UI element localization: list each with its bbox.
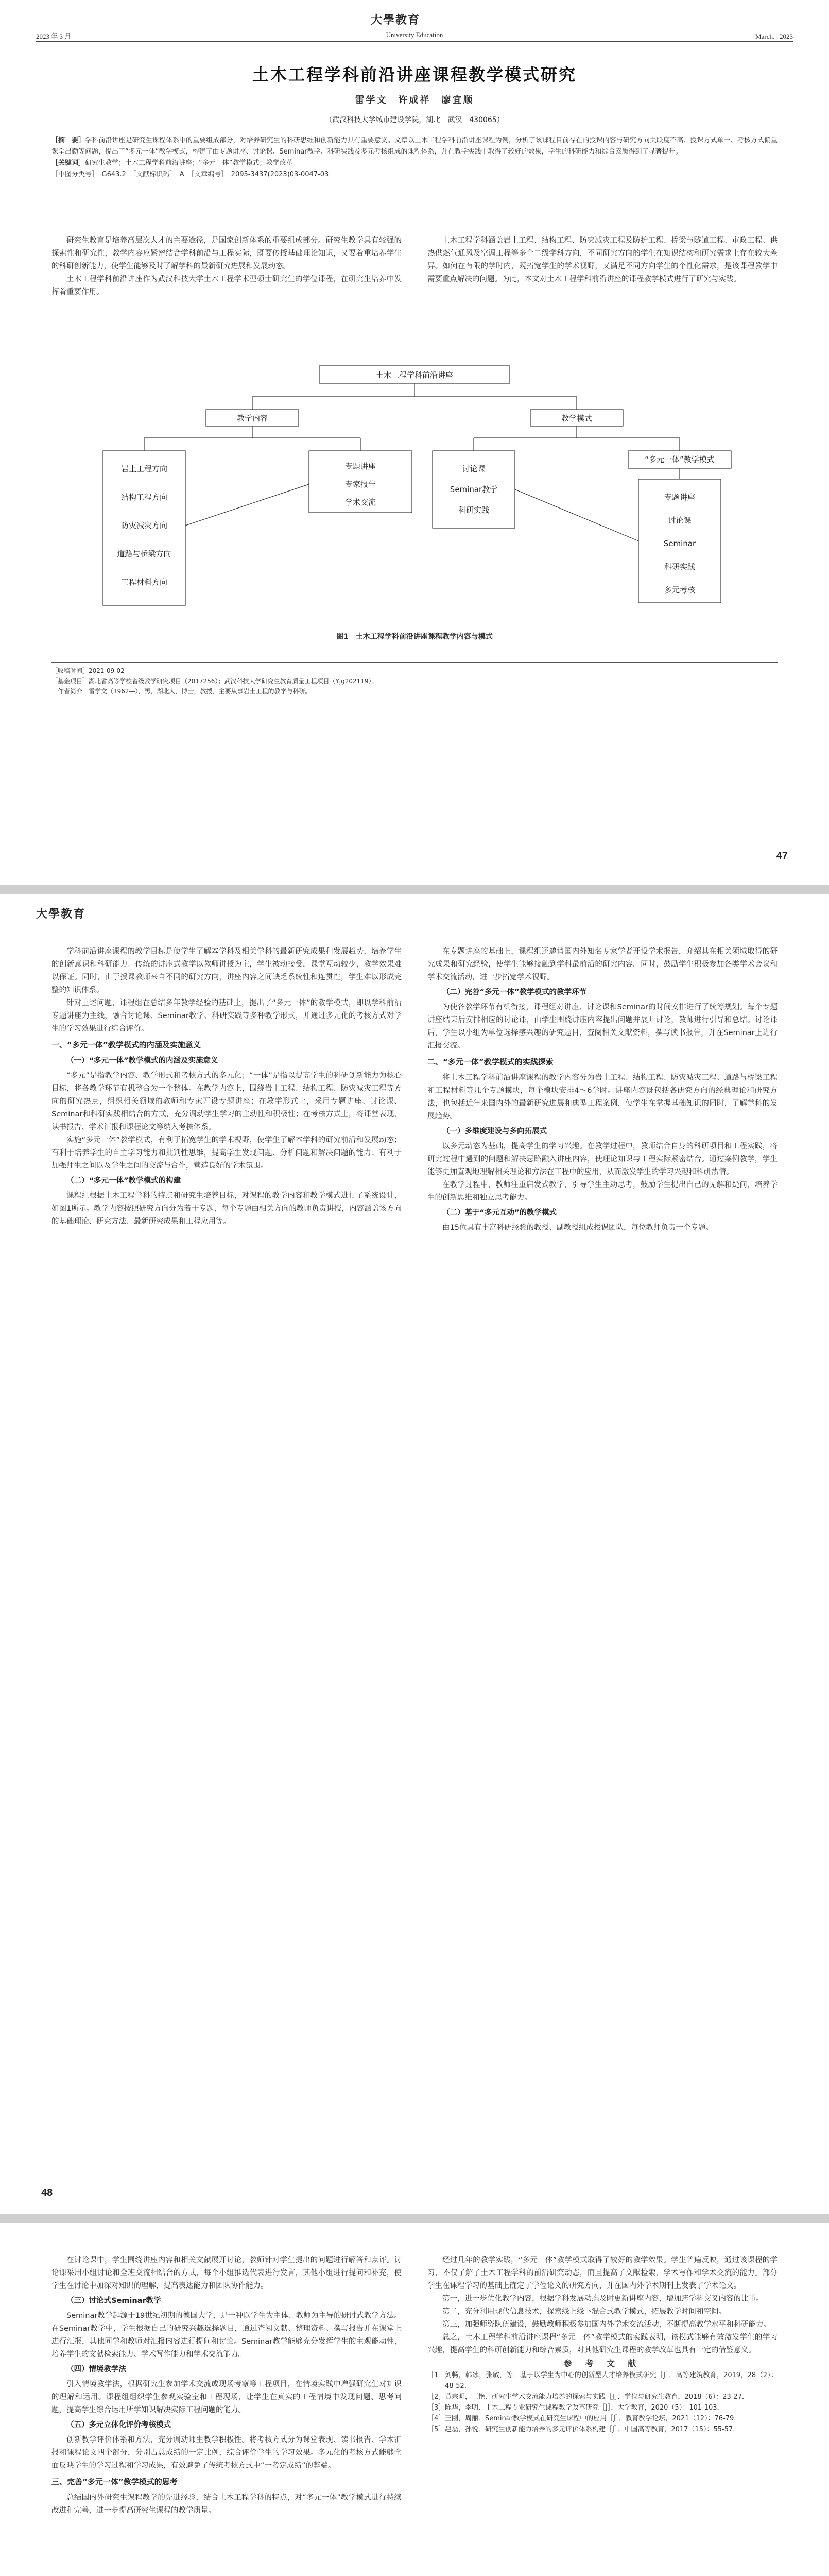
abstract-body: 学科前沿讲座是研究生课程体系中的重要组成部分，对培养研究生的科研思维和创新能力具有重要意义。文章以土木工程学科前沿讲座课程为例，分析了该课程目前存在的授课内容与研究方向关联度不高、授课方式单一、考核方式偏重课堂出勤等问题，提出了“多元一体”教学模式，构建了由专题讲座、讨论课、Seminar教学、科研实践及多元考核组成的课程体系，并在教学实践中取得了较好的效果，学生的科研能力和综合素质得到了显著提升。 (51, 137, 778, 156)
diagram-mode-item: 多元考核 (664, 585, 696, 595)
paragraph: “多元”是指教学内容、教学形式和考核方式的多元化；“一体”是指以提高学生的科研创新能力为核心目标，将各教学环节有机整合为一个整体。在教学内容上，围绕岩土工程、结构工程、防灾减灾工程等方向的研究热点，组织相关领域的教师和专家开设专题讲座；在教学形式上，采用专题讲座、讨论课、Seminar和科研实践相结合的方式，充分调动学生学习的主动性和积极性；在考核方式上，将课堂表现、读书报告、学术汇报和课程论文等纳入考核体系。 (51, 1072, 402, 1131)
abstract-text (51, 135, 778, 158)
paragraph: 第一，进一步优化教学内容，根据学科发展动态及时更新讲座内容，增加跨学科交叉内容的比重。 (442, 2295, 764, 2303)
reference-item (427, 2424, 778, 2435)
diagram-mode-item: 讨论课 (668, 516, 692, 525)
section-heading: 三、完善“多元一体”教学模式的思考 (51, 2477, 178, 2486)
subsection-heading: （五）多元立体化评价考核模式 (66, 2421, 171, 2429)
reference-number: ［2］ (427, 2393, 445, 2401)
page-number: 47 (776, 850, 788, 861)
footnote-funding: ［基金项目］湖北省高等学校省级教学研究项目（2017256）；武汉科技大学研究生教育质量工程项目（Yjg202119）。 (51, 677, 378, 685)
diagram-mode-title: “多元一体”教学模式 (645, 455, 715, 464)
diagram-mode-item: 专题讲座 (664, 493, 696, 502)
figure-1-diagram (82, 361, 747, 618)
header-date: 2023 年 3 月 (36, 32, 72, 40)
paragraph: 课程组根据土木工程学科的特点和研究生培养目标，对课程的教学内容和教学模式进行了系统设计，如图1所示。教学内容按照研究方向分为若干专题，每个专题由相关方向的教师负责讲授，内容涵盖该方向的基础理论、研究方法、最新研究成果和工程应用等。 (51, 1192, 402, 1226)
diagram-activity: 科研实践 (458, 505, 490, 515)
reference-text: 黄宗明，王艳．研究生学术交流能力培养的探索与实践［J］．学位与研究生教育，2018（6）：23-27． (445, 2393, 749, 2401)
paragraph: 在讨论课中，学生围绕讲座内容和相关文献展开讨论，教师针对学生提出的问题进行解答和点评。讨论课采用小组讨论和全班交流相结合的方式，每个小组推选代表进行发言，其他小组进行提问和补充，使学生在讨论中加深对知识的理解，提高表达能力和团队协作能力。 (51, 2256, 402, 2290)
abstract-label: ［摘 要］ (51, 137, 85, 144)
diagram-activity: 讨论课 (462, 464, 486, 473)
paragraph: 土木工程学科涵盖岩土工程、结构工程、防灾减灾工程及防护工程、桥梁与隧道工程、市政工程、供热供燃气通风及空调工程等多个二级学科方向，不同研究方向的学生在知识结构和研究需求上存在较大差异。如何在有限的学时内，既拓宽学生的学术视野，又满足不同方向学生的个性化需求，是该课程教学中需要重点解决的问题。为此，本文对土木工程学科前沿讲座的课程教学模式进行了研究与实践。 (427, 236, 778, 283)
reference-item (427, 2402, 778, 2413)
paragraph: 学科前沿讲座课程的教学目标是使学生了解本学科及相关学科的最新研究成果和发展趋势，培养学生的创新意识和科研能力。传统的讲座式教学以教师讲授为主，学生被动接受，课堂互动较少，教学效果难以保证。同时，由于授课教师来自不同的研究方向，讲座内容之间缺乏系统性和连贯性，学生难以形成完整的知识体系。 (51, 947, 402, 994)
reference-number: ［1］ (427, 2371, 445, 2379)
paragraph: 创新教学评价体系和方法，充分调动师生教学积极性。将考核方式分为课堂表现、读书报告、学术汇报和课程论文四个部分，分别占总成绩的一定比例，综合评价学生的学习效果。多元化的考核方式能够全面反映学生的学习过程和学习成果，有效避免了传统考核方式中“一考定成绩”的弊端。 (51, 2436, 402, 2470)
reference-text: 陈华，李明．土木工程专业研究生课程教学改革研究［J］．大学教育，2020（5）：101-103． (445, 2404, 724, 2412)
diagram-branch-right: 教学模式 (561, 414, 593, 423)
paragraph: Seminar教学起源于19世纪初期的德国大学，是一种以学生为主体、教师为主导的研讨式教学方法。在Seminar教学中，学生根据自己的研究兴趣选择题目，通过查阅文献、整理资料、撰写报告并在课堂上进行汇报，其他同学和教师对汇报内容进行提问和讨论。Seminar教学能够充分发挥学生的主观能动性，培养学生的文献检索能力、学术写作能力和学术交流能力。 (51, 2312, 402, 2359)
diagram-root-label: 土木工程学科前沿讲座 (375, 370, 454, 380)
diagram-branch-left: 教学内容 (236, 414, 268, 423)
diagram-mode-item: 科研实践 (664, 562, 696, 571)
footnote-block (51, 662, 778, 697)
subsection-heading: （一）“多元一体”教学模式的内涵及实施意义 (66, 1057, 218, 1065)
page-separator (0, 885, 829, 894)
paragraph: 将土木工程学科前沿讲座课程的教学内容分为岩土工程、结构工程、防灾减灾工程、道路与桥梁工程和工程材料等几个专题模块，每个模块安排4～6学时。讲座内容既包括各研究方向的经典理论和研究方法，也包括近年来国内外的最新研究进展和典型工程案例，使学生在掌握基础知识的同时，了解学科的发展趋势。 (427, 1074, 778, 1121)
reference-item (427, 2392, 778, 2402)
diagram-content-item: 结构工程方向 (120, 493, 168, 502)
paragraph: 经过几年的教学实践，“多元一体”教学模式取得了较好的教学效果。学生普遍反映，通过该课程的学习，不仅了解了土木工程学科的前沿研究动态，而且提高了文献检索、学术写作和学术交流的能力。部分学生在课程学习的基础上确定了学位论文的研究方向，并在国内外学术期刊上发表了学术论文。 (427, 2256, 778, 2290)
diagram-mode-item: Seminar (663, 539, 696, 548)
page-48 (0, 894, 829, 2223)
keywords-line (51, 158, 778, 169)
paragraph: 在专题讲座的基础上，课程组还邀请国内外知名专家学者开设学术报告，介绍其在相关领域取得的研究成果和研究经验，使学生能够接触到学科最前沿的研究内容。同时，鼓励学生积极参加各类学术会议和学术交流活动，进一步拓宽学术视野。 (427, 947, 778, 981)
paragraph: 为使各教学环节有机衔接，课程组对讲座、讨论课和Seminar的时间安排进行了统筹规划。每个专题讲座结束后安排相应的讨论课，由学生围绕讲座内容提出问题并展开讨论，教师进行引导和总结。讨论课后，学生以小组为单位选择感兴趣的研究题目，查阅相关文献资料，撰写读书报告，并在Seminar上进行汇报交流。 (427, 1003, 778, 1050)
paragraph: 在教学过程中，教师注重启发式教学，引导学生主动思考，鼓励学生提出自己的见解和疑问，培养学生的创新思维和独立思考能力。 (427, 1181, 778, 1202)
paragraph: 针对上述问题，课程组在总结多年教学经验的基础上，提出了“多元一体”的教学模式，即以学科前沿专题讲座为主线，融合讨论课、Seminar教学、科研实践等多种教学形式，并通过多元化的考核方式对学生的学习效果进行综合评价。 (51, 999, 402, 1033)
p3-col-left (51, 2254, 402, 2517)
classification-line: ［中图分类号］ G643.2 ［文献标识码］ A ［文章编号］ 2095-3437(2023)03-0047-03 (51, 171, 329, 178)
page-separator (0, 2214, 829, 2223)
p2-col-right (427, 945, 778, 1234)
references-heading: 参 考 文 献 (563, 2359, 642, 2368)
keywords-label: ［关键词］ (51, 159, 85, 167)
paragraph: 引入情境教学法，根据研究生参加学术交流或现场考察等工程项目，在情境实践中增强研究生对知识的理解和运用。课程组组织学生参观实验室和工程现场，让学生在真实的工程情境中发现问题、思考问题，提高学生综合运用所学知识解决实际工程问题的能力。 (51, 2380, 402, 2414)
diagram-content-item: 工程材料方向 (120, 578, 168, 587)
figure-1-caption: 图1 土木工程学科前沿讲座课程教学内容与模式 (336, 633, 493, 641)
article-affiliation: （武汉科技大学城市建设学院，湖北 武汉 430065） (325, 116, 504, 124)
reference-item (427, 2370, 778, 2392)
header-rule (36, 41, 793, 42)
paragraph: 第二，充分利用现代信息技术，探索线上线下混合式教学模式，拓展教学时间和空间。 (442, 2308, 726, 2316)
diagram-content-item: 防灾减灾方向 (120, 521, 168, 530)
abstract-block (51, 135, 778, 180)
header-date-en: March，2023 (755, 32, 793, 40)
paragraph: 第三，加强师资队伍建设，鼓励教师积极参加国内外学术交流活动，不断提高教学水平和科研能力。 (442, 2320, 771, 2329)
section-heading: 二、“多元一体”教学模式的实践探索 (427, 1057, 554, 1066)
reference-text: 赵磊，孙悦．研究生创新能力培养的多元评价体系构建［J］．中国高等教育，2017（15）：55-57． (445, 2426, 740, 2433)
reference-item (427, 2413, 778, 2424)
diagram-content-item: 道路与桥梁方向 (117, 549, 171, 558)
p1-col-left (51, 234, 402, 299)
reference-number: ［5］ (427, 2426, 445, 2433)
subsection-heading: （二）“多元一体”教学模式的构建 (66, 1177, 181, 1185)
page-47 (0, 0, 829, 894)
paragraph: 研究生教育是培养高层次人才的主要途径，是国家创新体系的重要组成部分。研究生教学具有较强的探索性和研究性，教学内容应紧密结合学科前沿与工程实际，既要传授基础理论知识，又要着重培养学生的科研创新能力，使学生能够及时了解学科的最新研究进展和发展动态。 (51, 236, 402, 270)
article-authors: 雷学文 许成祥 廖宜顺 (355, 95, 474, 106)
diagram-lecture-form: 学术交流 (344, 498, 376, 507)
diagram-lecture-form: 专家报告 (344, 480, 376, 489)
subsection-heading: （三）讨论式Seminar教学 (66, 2297, 161, 2305)
page-number: 48 (41, 2187, 53, 2198)
paragraph: 总结国内外研究生课程教学的先进经验，结合土木工程学科的特点，对“多元一体”教学模式进行持续改进和完善，进一步提高研究生课程的教学质量。 (51, 2494, 402, 2515)
diagram-activity: Seminar教学 (450, 485, 498, 494)
keywords-body: 研究生教学；土木工程学科前沿讲座；“多元一体”教学模式；教学改革 (85, 159, 293, 167)
subsection-heading: （二）完善“多元一体”教学模式的教学环节 (442, 988, 587, 996)
reference-text: 刘畅，韩冰，张敏，等．基于以学生为中心的创新型人才培养模式研究［J］．高等建筑教育，2019，28（2）：48-52． (445, 2371, 778, 2390)
footnote-author: ［作者简介］雷学文（1962—），男，湖北人，博士，教授，主要从事岩土工程的教学与科研。 (51, 688, 312, 695)
p2-col-left (51, 945, 402, 1228)
journal-masthead: 大學教育 (371, 13, 421, 27)
reference-text: 王刚，周丽．Seminar教学模式在研究生课程中的应用［J］．教育教学论坛，2021（12）：76-79． (445, 2415, 741, 2422)
header-journal-name: University Education (386, 31, 443, 39)
reference-number: ［4］ (427, 2415, 445, 2422)
journal-masthead: 大學教育 (36, 907, 86, 921)
subsection-heading: （二）基于“多元互动”的教学模式 (442, 1209, 557, 1217)
paragraph: 以多元动态为基础，提高学生的学习兴趣。在教学过程中，教师结合自身的科研项目和工程实践，将研究过程中遇到的问题和解决思路融入讲座内容，使理论知识与工程实际紧密结合。通过案例教学，学生能够更加直观地理解相关理论和方法在工程中的应用，从而激发学生的学习兴趣和科研热情。 (427, 1142, 778, 1176)
reference-number: ［3］ (427, 2404, 445, 2412)
diagram-lecture-form: 专题讲座 (344, 462, 376, 471)
section-heading: 一、“多元一体”教学模式的内涵及实施意义 (51, 1040, 201, 1049)
paragraph: 总之，土木工程学科前沿讲座课程“多元一体”教学模式的实践表明，该模式能够有效激发学生的学习兴趣，提高学生的科研创新能力和综合素质，对其他研究生课程的教学改革也具有一定的借鉴意义。 (427, 2333, 778, 2354)
paragraph: 实施“多元一体”教学模式，有利于拓宽学生的学术视野，使学生了解本学科的研究前沿和发展动态；有利于培养学生的自主学习能力和批判性思维，提高学生发现问题、分析问题和解决问题的能力；有利于加强师生之间以及学生之间的交流与合作，营造良好的学术氛围。 (51, 1136, 402, 1170)
subsection-heading: （四）情境教学法 (66, 2365, 126, 2374)
diagram-content-item: 岩土工程方向 (120, 464, 168, 473)
p3-col-right (427, 2254, 778, 2435)
paragraph: 土木工程学科前沿讲座作为武汉科技大学土木工程学术型硕士研究生的学位课程，在研究生培养中发挥着重要作用。 (51, 275, 402, 296)
article-title: 土木工程学科前沿讲座课程教学模式研究 (252, 65, 577, 84)
paragraph: 由15位具有丰富科研经验的教授、副教授组成授课团队，每位教师负责一个专题。 (442, 1224, 713, 1232)
subsection-heading: （一）多维度建设与多向拓展式 (442, 1127, 547, 1136)
p1-col-right (427, 234, 778, 286)
footnote-received: ［收稿时间］2021-09-02 (51, 667, 125, 674)
page-49 (0, 2223, 829, 2576)
